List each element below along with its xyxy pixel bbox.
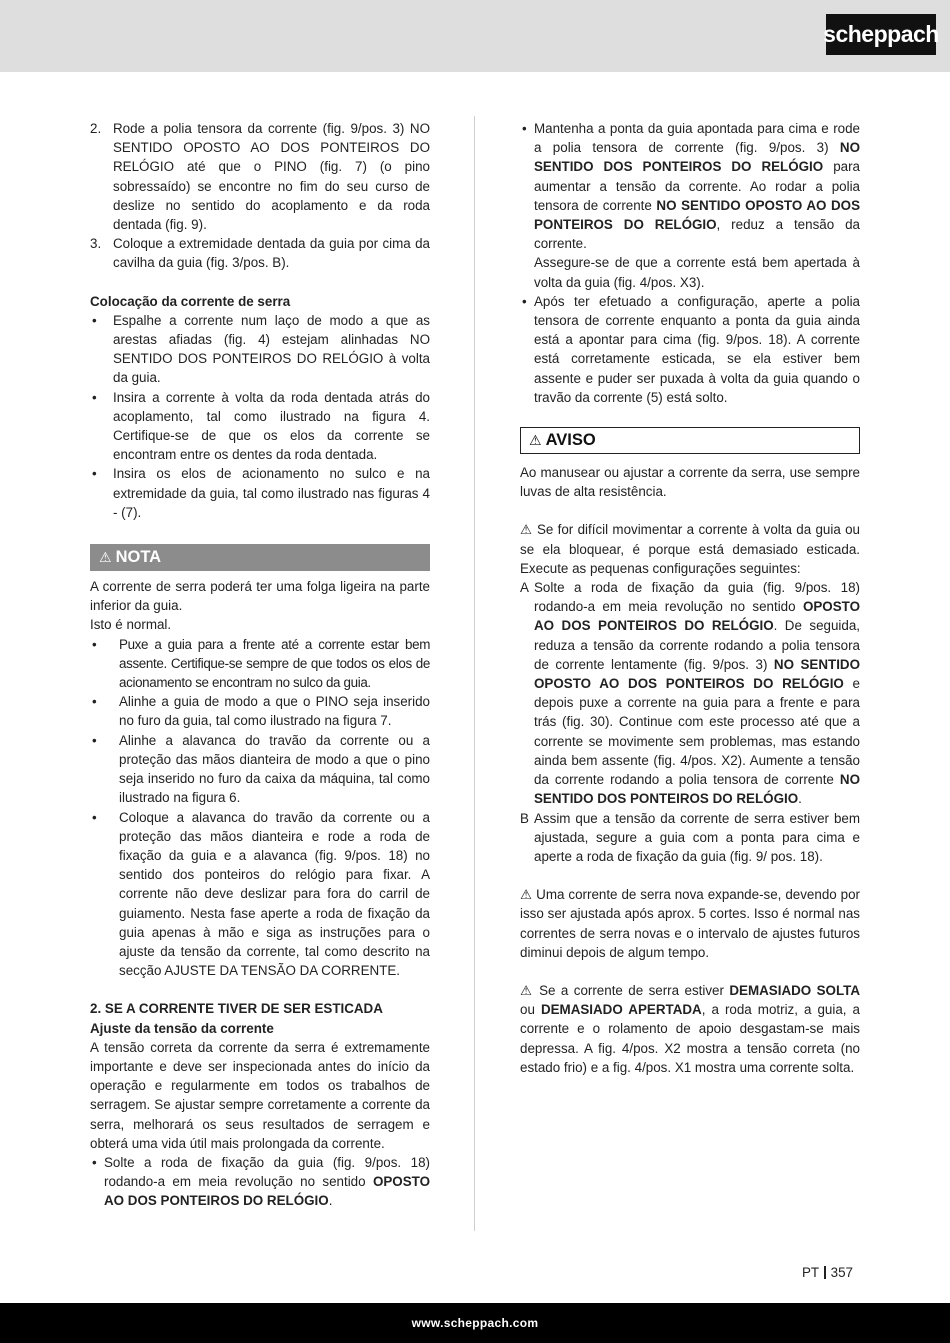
warning-icon: ⚠ xyxy=(520,522,537,538)
list-item: • Solte a roda de fixação da guia (fig. 9/pos. 18) rodando-a em meia revolução no sentido OPOSTO AO DOS PONTEIROS DO RELÓGIO. xyxy=(92,1154,430,1209)
warning-paragraph: ⚠ Se a corrente de serra estiver DEMASIADO SOLTA ou DEMASIADO APERTADA, a roda motriz, a guia, a corrente e o rolamento de apoio desgastam-se mais depressa. A fig. 4/pos. X2 mostra a tensão correta (no estado frio) e a fig. 4/pos. X1 mostra uma corrente solta. xyxy=(520,982,860,1075)
list-item: • Coloque a alavanca do travão da corrente ou a proteção das mãos dianteira e rode a roda de fixação da guia e a alavanca (fig. 9/pos. 18) no sentido dos ponteiros do relógio para fixar. A corrente não deve deslizar para fora do carril de guiamento. Nesta fase aperte a roda de fixação da guia apenas à mão e siga as instruções para o ajuste da tensão da corrente, tal como descrito na secção AJUSTE DA TENSÃO DA CORRENTE. xyxy=(92,809,430,979)
list-item: • Puxe a guia para a frente até a corrente estar bem assente. Certifique-se sempre de que todos os elos de acionamento se encontram no sulco da guia. xyxy=(92,636,430,691)
bullet: • xyxy=(522,293,527,309)
list-item: • Alinhe a guia de modo a que o PINO seja inserido no furo da guia, tal como ilustrado na figura 7. xyxy=(92,694,430,729)
bullet: • xyxy=(92,732,97,748)
tension-list xyxy=(90,1153,430,1211)
list-item: A Solte a roda de fixação da guia (fig. 9/pos. 18) rodando-a em meia revolução no sentido OPOSTO AO DOS PONTEIROS DO RELÓGIO. De seguida, reduza a tensão da corrente rodando a polia tensora de corrente lentamente (fig. 9/pos. 3) NO SENTIDO OPOSTO AO DOS PONTEIROS DO RELÓGIO e depois puxe a corrente na guia para a frente e para trás (fig. 30). Continue com este processo até que a corrente se movimente sem problemas, mas estando ainda bem assente (fig. 4/pos. X2). Aumente a tensão da corrente rodando a polia tensora de corrente NO SENTIDO DOS PONTEIROS DO RELÓGIO. xyxy=(520,580,860,807)
step-number: 2. xyxy=(90,121,102,136)
bullet: • xyxy=(92,466,97,482)
nota-banner xyxy=(90,544,430,571)
bullet: • xyxy=(92,389,97,405)
footer-bar xyxy=(0,1303,950,1343)
list-item: • Alinhe a alavanca do travão da corrente ou a proteção das mãos dianteira de modo a que o pino seja inserido no furo da caixa da máquina, tal como ilustrado na figura 6. xyxy=(92,732,430,806)
list-item: • Espalhe a corrente num laço de modo a que as arestas afiadas (fig. 4) estejam alinhadas NO SENTIDO DOS PONTEIROS DO RELÓGIO à volta da guia. xyxy=(92,312,430,386)
page-language: PT xyxy=(802,1265,820,1280)
nota-label: NOTA xyxy=(115,547,162,566)
bullet: • xyxy=(522,121,527,136)
step-item xyxy=(90,234,430,272)
adjust-steps xyxy=(520,578,860,866)
warning-icon: ⚠ xyxy=(520,887,537,903)
step-letter: B xyxy=(520,810,529,826)
aviso-label: AVISO xyxy=(545,430,596,449)
placement-heading: Colocação da corrente de serra xyxy=(90,293,291,309)
list-item: • Insira a corrente à volta da roda dentada atrás do acoplamento, tal como ilustrado na figura 4. Certifique-se de que os elos da corrente se encontram entre os dentes da roda dentada. xyxy=(92,389,430,463)
bullet: • xyxy=(92,809,97,825)
left-column xyxy=(90,119,430,1211)
bullet: • xyxy=(92,694,97,710)
step-letter: A xyxy=(520,580,529,596)
column-divider xyxy=(474,116,475,1231)
list-item: • Após ter efetuado a configuração, aperte a polia tensora de corrente enquanto a ponta da guia ainda está a apontar para cima (fig. 9/pos. 18). A corrente está corretamente esticada, se ela estiver bem assente e puder ser puxada à volta da guia quando o travão da corrente (5) está solto. xyxy=(522,293,860,405)
separator xyxy=(824,1266,826,1279)
right-column xyxy=(520,119,860,1077)
sub-heading: Ajuste da tensão da corrente xyxy=(90,1020,274,1036)
warning-icon: ⚠ xyxy=(529,431,542,448)
list-item: • Mantenha a ponta da guia apontada para cima e rode a polia tensora de corrente (fig. 9/pos. 3) NO SENTIDO DOS PONTEIROS DO RELÓGIO para aumentar a tensão da corrente. Ao rodar a polia tensora de corrente NO SENTIDO OPOSTO AO DOS PONTEIROS DO RELÓGIO, reduz a tensão da corrente. Assegure-se de que a corrente está bem apertada à volta da guia (fig. 4/pos. X3). xyxy=(522,121,860,290)
warning-icon: ⚠ xyxy=(99,548,112,565)
bullet: • xyxy=(92,1154,97,1170)
header-bar xyxy=(0,0,950,72)
brand-logo-text: scheppach xyxy=(823,21,939,47)
step-text: Rode a polia tensora da corrente (fig. 9/pos. 3) NO SENTIDO OPOSTO AO DOS PONTEIROS DO RELÓGIO até que o PINO (fig. 7) (o pino sobressaído) se encontre no fim do seu curso de deslize no sentido do acoplamento e da roda dentada (fig. 9). xyxy=(113,121,430,233)
nota-text: Isto é normal. xyxy=(90,617,172,633)
warning-icon: ⚠ xyxy=(520,982,540,998)
section-heading: 2. SE A CORRENTE TIVER DE SER ESTICADA xyxy=(90,1001,383,1017)
warning-paragraph: ⚠ Se for difícil movimentar a corrente à volta da guia ou se ela bloquear, é porque está demasiado esticada. Execute as pequenas configurações seguintes: xyxy=(520,522,861,576)
step-list xyxy=(90,119,430,273)
page-number xyxy=(802,1265,853,1280)
placement-list xyxy=(90,311,430,522)
bullet: • xyxy=(92,636,97,652)
warning-paragraph: ⚠ Uma corrente de serra nova expande-se, devendo por isso ser ajustada após aprox. 5 cortes. Isso é normal nas correntes de serra novas e o intervalo de ajustes futuros diminui depois de algum tempo. xyxy=(520,887,861,960)
list-item: • Insira os elos de acionamento no sulco e na extremidade da guia, tal como ilustrado nas figuras 4 - (7). xyxy=(92,466,430,520)
nota-list xyxy=(90,635,430,981)
step-number: 3. xyxy=(90,236,102,252)
brand-logo xyxy=(823,14,939,55)
nota-text: A corrente de serra poderá ter uma folga ligeira na parte inferior da guia. xyxy=(90,579,430,614)
aviso-banner xyxy=(520,427,860,454)
tension-text: A tensão correta da corrente da serra é extremamente importante e deve ser inspecionada antes do início da operação e regularmente em todos os trabalhos de serragem. Se ajustar sempre corretamente a corrente da serra, melhorará os seus resultados de serragem e obterá uma vida útil mais prolongada da corrente. xyxy=(90,1039,430,1151)
bullet: • xyxy=(92,312,97,328)
aviso-text: Ao manusear ou ajustar a corrente da serra, use sempre luvas de alta resistência. xyxy=(520,465,860,500)
step-text: Coloque a extremidade dentada da guia por cima da cavilha da guia (fig. 3/pos. B). xyxy=(113,236,430,271)
page-number-value: 357 xyxy=(830,1265,853,1280)
footer-url: www.scheppach.com xyxy=(411,1316,539,1330)
tension-list-continued xyxy=(520,119,860,407)
step-item xyxy=(90,119,430,234)
list-item: B Assim que a tensão da corrente de serra estiver bem ajustada, segure a guia com a ponta para cima e aperte a roda de fixação da guia (fig. 9/ pos. 18). xyxy=(520,810,860,864)
